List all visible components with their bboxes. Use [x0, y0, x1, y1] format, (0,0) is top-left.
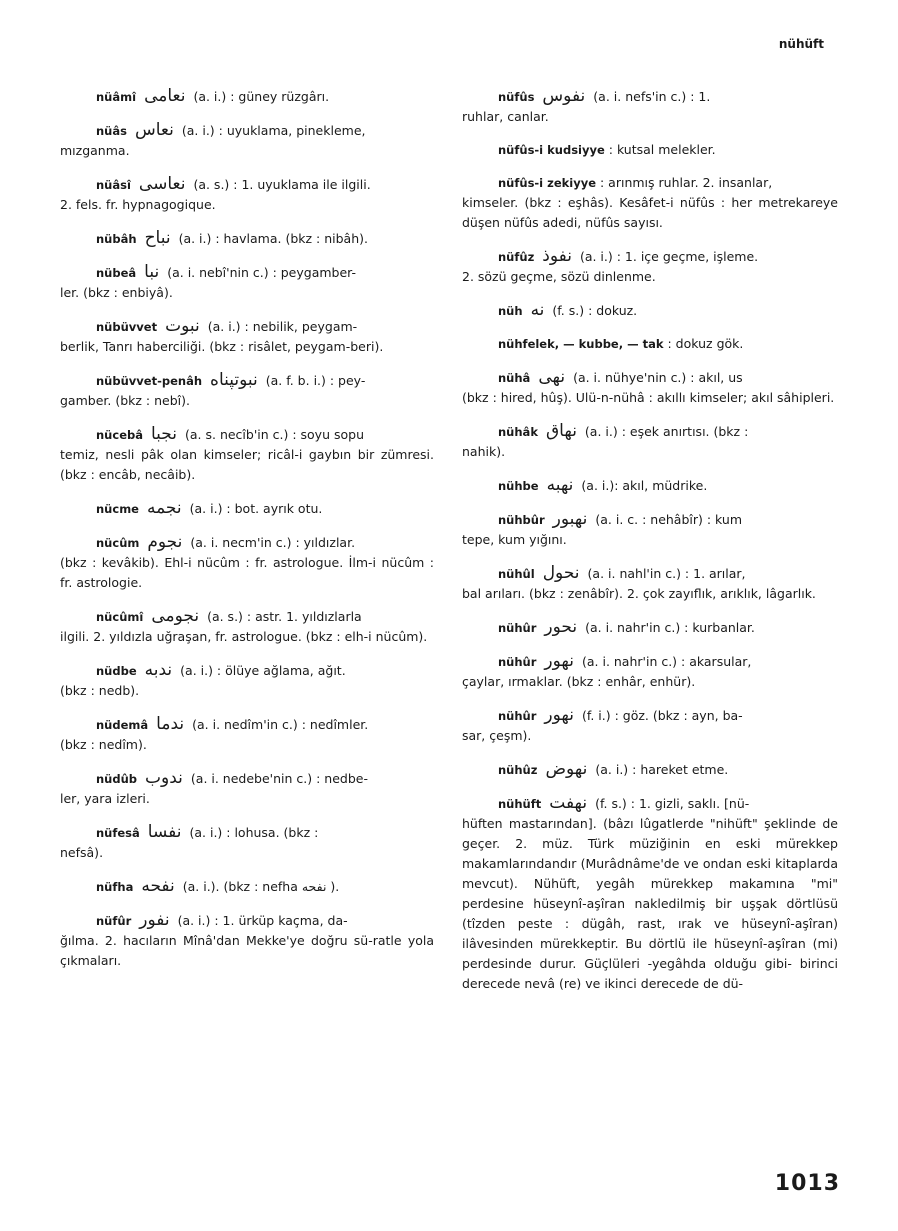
- headword: nübâh: [96, 232, 137, 246]
- definition-continuation: (bkz : hired, hûş). Ulü-n-nühâ : akıllı kimseler; akıl sâhipleri.: [462, 390, 835, 405]
- arabic-script: نجمه: [146, 498, 182, 518]
- dictionary-entry: [462, 246, 838, 287]
- arabic-script: نهور: [544, 651, 574, 671]
- entry-first-line: [60, 316, 434, 337]
- entry-first-line: [60, 714, 434, 735]
- dictionary-entry: [462, 651, 838, 692]
- entry-first-line: [462, 367, 838, 388]
- definition-start: (f. s.) : 1. gizli, saklı. [nü-: [595, 796, 750, 811]
- definition-continuation: 2. sözü geçme, sözü dinlenme.: [462, 269, 656, 284]
- entry-first-line: [60, 262, 434, 283]
- dictionary-entry: [60, 228, 434, 249]
- headword: nüâsî: [96, 178, 131, 192]
- arabic-script: نعاسى: [138, 174, 186, 194]
- entry-first-line: [60, 910, 434, 931]
- definition-continuation: ler. (bkz : enbiyâ).: [60, 285, 173, 300]
- definition-start: (a. i. nedebe'nin c.) : nedbe-: [190, 771, 368, 786]
- headword: nühâk: [498, 425, 538, 439]
- headword: nühûz: [498, 763, 538, 777]
- definition-start: (a. i. nedîm'in c.) : nedîmler.: [192, 717, 369, 732]
- entry-first-line: [60, 768, 434, 789]
- right-column: [462, 86, 838, 1007]
- arabic-script: نفسا: [147, 822, 182, 842]
- definition-continuation: çaylar, ırmaklar. (bkz : enhâr, enhür).: [462, 674, 696, 689]
- arabic-script: ندبه: [144, 660, 173, 680]
- headword: nüdemâ: [96, 718, 149, 732]
- arabic-script: نهفت: [549, 793, 588, 813]
- definition-start: (a. i. necm'in c.) : yıldızlar.: [190, 535, 356, 550]
- headword: nübüvvet: [96, 320, 158, 334]
- definition-continuation: nahik).: [462, 444, 506, 459]
- dictionary-entry: [462, 793, 838, 994]
- dictionary-entry: [462, 509, 838, 550]
- dictionary-entry: [60, 424, 434, 485]
- entry-first-line: [462, 509, 838, 530]
- arabic-script: نهبه: [546, 475, 574, 495]
- definition-continuation: (bkz : nedb).: [60, 683, 140, 698]
- headword: nüâmî: [96, 90, 137, 104]
- definition-start: : kutsal melekler.: [608, 142, 716, 157]
- dictionary-entry: [462, 705, 838, 746]
- dictionary-entry: [60, 316, 434, 357]
- entry-first-line: [462, 793, 838, 814]
- definition-continuation: ğılma. 2. hacıların Mînâ'dan Mekke'ye doğru sü-ratle yola çıkmaları.: [60, 933, 434, 968]
- dictionary-entry: [60, 714, 434, 755]
- definition-start: (a. i.) : 1. ürküp kaçma, da-: [177, 913, 348, 928]
- dictionary-entry: [60, 876, 434, 897]
- definition-start: : arınmış ruhlar. 2. insanlar,: [600, 175, 773, 190]
- definition-start: (a. i.) : havlama. (bkz : nibâh).: [178, 231, 368, 246]
- dictionary-entry: [60, 174, 434, 215]
- definition-continuation: ruhlar, canlar.: [462, 109, 549, 124]
- entry-first-line: [60, 86, 434, 107]
- definition-start: (a. i.). (bkz : nefha نفحه ).: [182, 879, 340, 894]
- arabic-script: نهى: [538, 367, 566, 387]
- dictionary-entry: [462, 421, 838, 462]
- definition-start: (a. i.) : eşek anırtısı. (bkz :: [584, 424, 749, 439]
- definition-continuation: nefsâ).: [60, 845, 104, 860]
- entry-first-line: [60, 370, 434, 391]
- definition-continuation: bal arıları. (bkz : zenâbîr). 2. çok zayıflık, arıklık, lâgarlık.: [462, 586, 816, 601]
- entry-first-line: [462, 563, 838, 584]
- headword: nüfûs-i kudsiyye: [498, 143, 605, 157]
- definition-start: (a. i.) : bot. ayrık otu.: [189, 501, 323, 516]
- definition-start: (a. i.) : 1. içe geçme, işleme.: [579, 249, 759, 264]
- arabic-script: نه: [530, 300, 545, 320]
- definition-start: : dokuz gök.: [667, 336, 744, 351]
- dictionary-entry: [60, 822, 434, 863]
- dictionary-entry: [60, 768, 434, 809]
- entry-first-line: [60, 424, 434, 445]
- definition-continuation: mızganma.: [60, 143, 130, 158]
- definition-continuation: sar, çeşm).: [462, 728, 532, 743]
- definition-start: (a. i. c. : nehâbîr) : kum: [595, 512, 742, 527]
- entry-first-line: [462, 421, 838, 442]
- entry-first-line: [60, 174, 434, 195]
- definition-start: (a. i. nahr'in c.) : kurbanlar.: [585, 620, 755, 635]
- definition-start: (a. i. nefs'in c.) : 1.: [593, 89, 711, 104]
- headword: nüdûb: [96, 772, 138, 786]
- dictionary-entry: [462, 617, 838, 638]
- dictionary-entry: [462, 759, 838, 780]
- headword: nüfesâ: [96, 826, 140, 840]
- dictionary-entry: [60, 262, 434, 303]
- headword: nühûr: [498, 621, 537, 635]
- definition-start: (a. s. necîb'in c.) : soyu sopu: [185, 427, 364, 442]
- headword: nühbûr: [498, 513, 545, 527]
- arabic-script: نبوت: [165, 316, 200, 336]
- definition-continuation: kimseler. (bkz : eşhâs). Kesâfet-i nüfûs : her metrekareye düşen nüfûs adedi, nüfûs sayısı.: [462, 195, 838, 230]
- headword: nücûm: [96, 536, 140, 550]
- entry-first-line: [462, 86, 838, 107]
- definition-start: (a. s.) : 1. uyuklama ile ilgili.: [193, 177, 371, 192]
- dictionary-entry: [60, 498, 434, 519]
- headword: nübüvvet-penâh: [96, 374, 203, 388]
- arabic-script: نبوتپناه: [210, 370, 258, 390]
- definition-start: (a. i.) : güney rüzgârı.: [193, 89, 330, 104]
- definition-start: (a. i. nahl'in c.) : 1. arılar,: [587, 566, 746, 581]
- entry-first-line: [462, 617, 838, 638]
- dictionary-entry: [462, 300, 838, 321]
- dictionary-entry: [462, 563, 838, 604]
- arabic-script: نفوس: [542, 86, 586, 106]
- dictionary-entry: [60, 910, 434, 971]
- entry-first-line: [462, 246, 838, 267]
- entry-first-line: [462, 475, 838, 496]
- definition-start: (a. i.) : nebilik, peygam-: [207, 319, 358, 334]
- arabic-script: نفحه: [141, 876, 175, 896]
- arabic-script: ندما: [156, 714, 185, 734]
- headword: nüfûz: [498, 250, 535, 264]
- arabic-script: نهور: [544, 705, 574, 725]
- headword: nühûr: [498, 709, 537, 723]
- arabic-script: نهاق: [545, 421, 577, 441]
- arabic-script: نجبا: [150, 424, 177, 444]
- headword: nühûl: [498, 567, 535, 581]
- dictionary-entry: [462, 475, 838, 496]
- headword: nübeâ: [96, 266, 137, 280]
- arabic-script: نهوض: [545, 759, 588, 779]
- headword: nücebâ: [96, 428, 143, 442]
- dictionary-entry: [60, 86, 434, 107]
- running-head: nühüft: [778, 37, 824, 51]
- entry-first-line: [462, 705, 838, 726]
- definition-start: (a. i.) : uyuklama, pinekleme,: [181, 123, 366, 138]
- entry-first-line: [60, 822, 434, 843]
- definition-start: (f. s.) : dokuz.: [552, 303, 638, 318]
- dictionary-entry: [60, 660, 434, 701]
- entry-first-line: [462, 651, 838, 672]
- dictionary-entry: [462, 86, 838, 127]
- arabic-script: نحور: [544, 617, 578, 637]
- dictionary-entry: [60, 370, 434, 411]
- arabic-script: نجوم: [147, 532, 183, 552]
- definition-continuation: (bkz : nedîm).: [60, 737, 147, 752]
- headword: nüfûr: [96, 914, 132, 928]
- entry-first-line: [60, 228, 434, 249]
- entry-first-line: [60, 532, 434, 553]
- definition-start: (a. f. b. i.) : pey-: [265, 373, 366, 388]
- definition-start: (a. i. nebî'nin c.) : peygamber-: [167, 265, 357, 280]
- definition-continuation: berlik, Tanrı haberciliği. (bkz : risâlet, peygam-beri).: [60, 339, 384, 354]
- left-column: [60, 86, 434, 984]
- definition-continuation: ler, yara izleri.: [60, 791, 150, 806]
- headword: nücûmî: [96, 610, 144, 624]
- definition-continuation: hüften mastarından]. (bâzı lûgatlerde "nihüft" şeklinde de geçer. 2. müz. Türk müziğinin en eski mürekkep makamlarındandır (Murâdnâme'de ve ondan eski kitaplarda mevcut). Nühüft, yegâh mürekkep makamına "mi" perdesine hüseynî-aşîran nakledilmiş bir uşşak dörtlüsü (tîzden peste : dügâh, rast, ırak ve hüseynî-aşîran) ilâvesinden mürekkeptir. Bu dörtlü ile hüseynî-aşîran (mi) perdesinde durur. Güçlüleri -yegâhda olduğu gibi- birinci derecede nevâ (re) ve ikinci derecede de dü-: [462, 816, 838, 991]
- definition-continuation: gamber. (bkz : nebî).: [60, 393, 190, 408]
- dictionary-entry: [462, 367, 838, 408]
- dictionary-entry: [60, 120, 434, 161]
- headword: nühfelek, — kubbe, — tak: [498, 337, 664, 351]
- entry-first-line: [60, 660, 434, 681]
- entry-first-line: [462, 300, 838, 321]
- dictionary-entry: [462, 173, 838, 233]
- headword: nühbe: [498, 479, 539, 493]
- dictionary-entry: [60, 606, 434, 647]
- dictionary-entry: [60, 532, 434, 593]
- headword: nüâs: [96, 124, 127, 138]
- definition-start: (a. s.) : astr. 1. yıldızlarla: [207, 609, 362, 624]
- entry-first-line: [462, 140, 838, 160]
- entry-first-line: [60, 876, 434, 897]
- arabic-script: نعامى: [144, 86, 186, 106]
- definition-start: (f. i.) : göz. (bkz : ayn, ba-: [581, 708, 743, 723]
- headword: nühûr: [498, 655, 537, 669]
- headword: nüfûs-i zekiyye: [498, 176, 597, 190]
- definition-start: (a. i. nahr'in c.) : akarsular,: [581, 654, 752, 669]
- arabic-script: ندوب: [145, 768, 183, 788]
- arabic-script: نفور: [139, 910, 170, 930]
- entry-first-line: [462, 173, 838, 193]
- definition-start: (a. i.) : lohusa. (bkz :: [189, 825, 319, 840]
- entry-first-line: [462, 334, 838, 354]
- arabic-script: نحول: [542, 563, 580, 583]
- headword: nücme: [96, 502, 139, 516]
- dictionary-entry: [462, 140, 838, 160]
- entry-first-line: [462, 759, 838, 780]
- headword: nühâ: [498, 371, 531, 385]
- headword: nühüft: [498, 797, 542, 811]
- headword: nüh: [498, 304, 523, 318]
- arabic-script: نجومى: [151, 606, 200, 626]
- entry-first-line: [60, 498, 434, 519]
- definition-start: (a. i.) : hareket etme.: [595, 762, 729, 777]
- definition-continuation: 2. fels. fr. hypnagogique.: [60, 197, 216, 212]
- headword: nüfûs: [498, 90, 535, 104]
- arabic-script: نباح: [144, 228, 171, 248]
- definition-start: (a. i.) : ölüye ağlama, ağıt.: [180, 663, 346, 678]
- headword: nüfha: [96, 880, 134, 894]
- dictionary-entry: [462, 334, 838, 354]
- definition-continuation: temiz, nesli pâk olan kimseler; ricâl-i gaybın bir zümresi. (bkz : encâb, necâib).: [60, 447, 434, 482]
- page-number: 1013: [774, 1171, 840, 1196]
- definition-continuation: (bkz : kevâkib). Ehl-i nücûm : fr. astrologue. İlm-i nücûm : fr. astrologie.: [60, 555, 434, 590]
- entry-first-line: [60, 606, 434, 627]
- definition-start: (a. i.): akıl, müdrike.: [581, 478, 708, 493]
- arabic-script: نهبور: [552, 509, 588, 529]
- definition-continuation: tepe, kum yığını.: [462, 532, 567, 547]
- entry-first-line: [60, 120, 434, 141]
- definition-continuation: ilgili. 2. yıldızla uğraşan, fr. astrologue. (bkz : elh-i nücûm).: [60, 629, 428, 644]
- arabic-script: نفوذ: [542, 246, 572, 266]
- arabic-script: نعاس: [134, 120, 174, 140]
- arabic-script: نبا: [144, 262, 160, 282]
- definition-start: (a. i. nühye'nin c.) : akıl, us: [573, 370, 743, 385]
- headword: nüdbe: [96, 664, 137, 678]
